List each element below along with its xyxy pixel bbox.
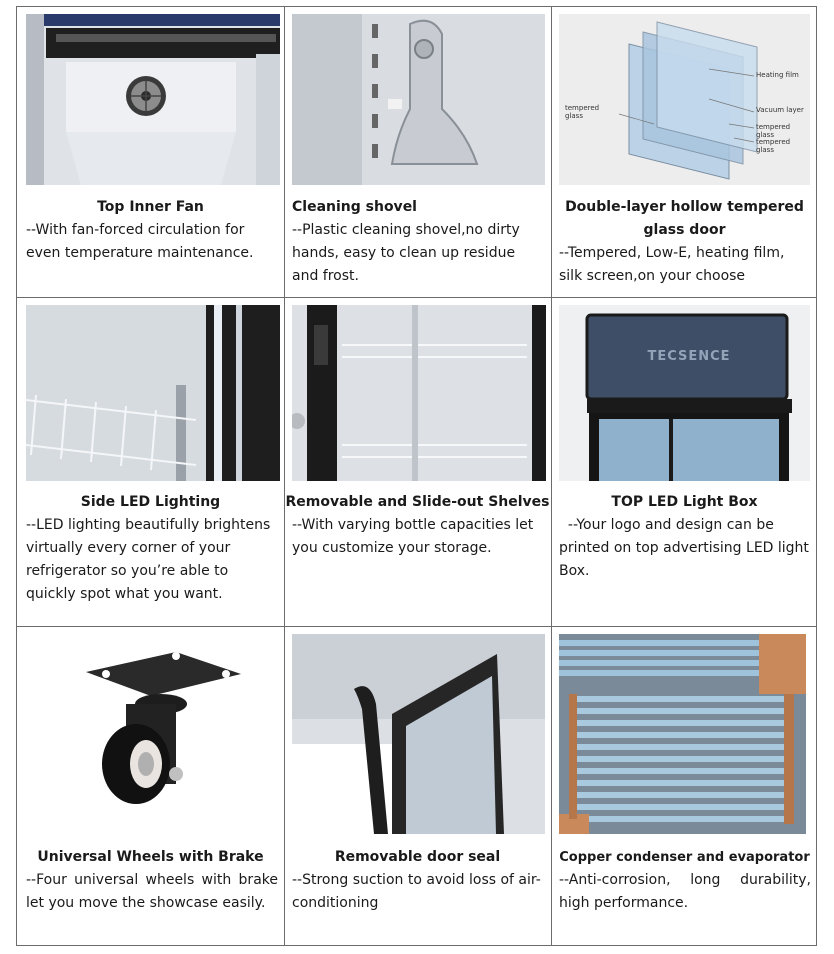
shelves-photo [292,305,546,481]
led-photo [26,305,280,481]
feature-cell-shelves [284,297,551,626]
wheel-photo [26,634,280,834]
feature-cell-side-led [17,297,284,626]
feature-description: --Tempered, Low-E, heating film, silk screen,on your choose [559,245,785,284]
label-tempered-glass: tempered glass [756,138,791,154]
door-seal-photo [292,634,545,834]
feature-description: --Four universal wheels with brake let you move the showcase easily. [26,872,278,911]
feature-title: Cleaning shovel [292,199,417,215]
feature-description: --Anti-corrosion, long durability, high performance. [559,872,811,911]
feature-cell-top-inner-fan [17,6,284,297]
feature-description: --Plastic cleaning shovel,no dirty hands, easy to clean up residue and frost. [292,222,520,284]
lightbox-photo [559,305,810,481]
feature-description: --LED lighting beautifully brightens virtually every corner of your refrigerator so you’re able to quickly spot what you want. [26,517,271,602]
feature-title: Removable and Slide-out Shelves [285,494,550,510]
label-tempered-glass: tempered glass [565,104,600,120]
label-tempered-glass: tempered glass [756,123,791,139]
condenser-photo [559,634,806,834]
feature-cell-light-box [551,297,818,626]
feature-title: Removable door seal [334,849,501,865]
feature-description: --Your logo and design can be printed on top advertising LED light Box. [559,517,814,579]
feature-title: Universal Wheels with Brake [37,849,264,865]
feature-title: Side LED Lighting [80,494,221,510]
feature-title: Copper condenser and evaporator [559,850,810,865]
feature-title: Top Inner Fan [97,199,204,215]
feature-cell-glass-door [551,6,818,297]
feature-description: --Strong suction to avoid loss of air-conditioning [292,872,541,911]
feature-description: --With varying bottle capacities let you customize your storage. [292,517,534,556]
feature-cell-cleaning-shovel [284,6,551,297]
lightbox-logo-text: TECSENCE [647,349,731,364]
feature-title: Double-layer hollow tempered glass door [565,199,804,238]
feature-cell-wheels [17,626,284,946]
glass-diagram [559,14,810,185]
feature-cell-door-seal [284,626,551,946]
feature-description: --With fan-forced circulation for even temperature maintenance. [26,222,254,261]
feature-grid [16,6,817,946]
shovel-photo [292,14,545,185]
fan-photo [26,14,280,185]
feature-title: TOP LED Light Box [611,494,758,510]
feature-cell-condenser [551,626,818,946]
label-vacuum-layer: Vacuum layer [756,106,804,114]
label-heating-film: Heating film [756,71,799,79]
